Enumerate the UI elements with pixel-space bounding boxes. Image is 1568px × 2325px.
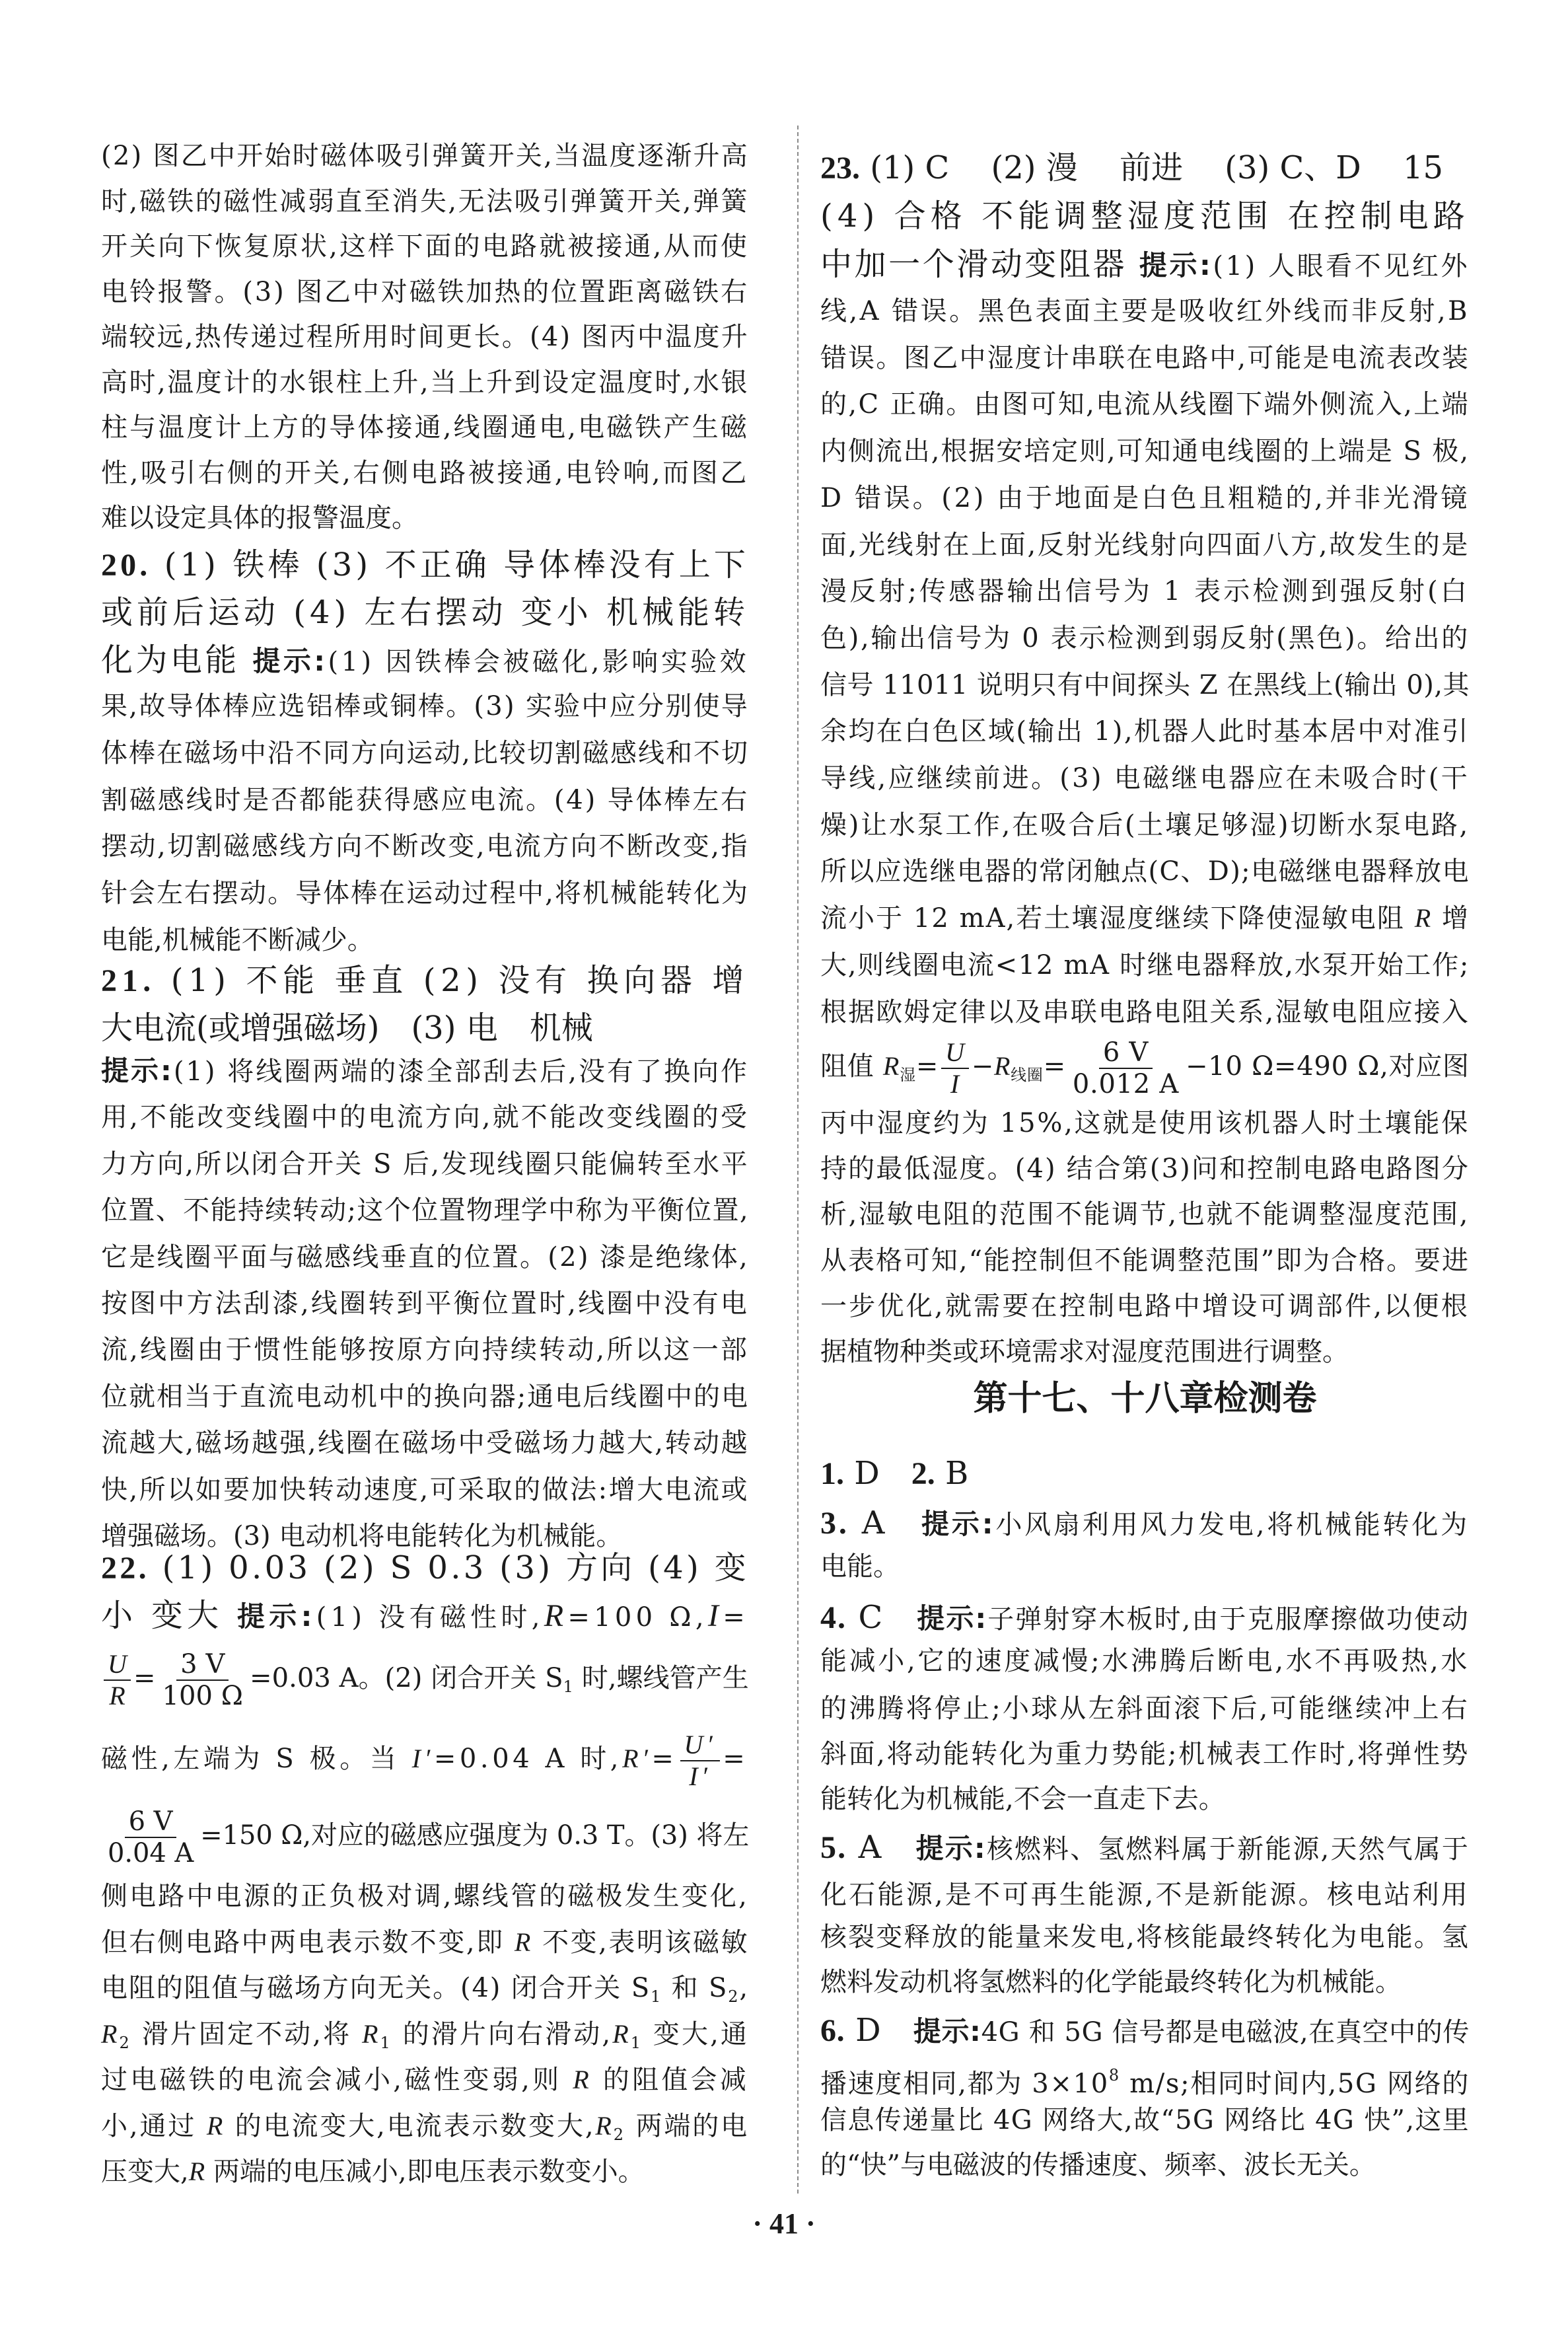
text-run: −	[971, 1051, 994, 1082]
question-number: 2.	[911, 1456, 935, 1491]
hint-text: (1) 因铁棒会被磁化,影响实验效	[328, 647, 750, 677]
hint-text: 核燃料、氢燃料属于新能源,天然气属于	[986, 1834, 1470, 1864]
text-run: 难以设定具体的报警温度。	[101, 503, 418, 533]
text-run: 大,则线圈电流<12 mA 时继电器释放,水泵开始工作;	[820, 949, 1470, 980]
subscript: 2	[613, 2125, 625, 2144]
text-run: =	[723, 1744, 749, 1774]
math-variable: R	[1414, 903, 1433, 934]
text-run: 斜面,将动能转化为重力势能;机械表工作时,将弹性势	[820, 1739, 1470, 1769]
subscript: 1	[380, 2033, 392, 2052]
hint-text: (1) 没有磁性时,	[316, 1602, 544, 1633]
question-number: 22.	[101, 1551, 149, 1586]
text-run: =	[133, 1663, 156, 1693]
line-content	[820, 2135, 1376, 2195]
fraction-numerator: 3 V	[176, 1649, 229, 1681]
fraction-denominator: R	[109, 1681, 125, 1711]
text-run: 大电流(或增强磁场) (3) 电 机械	[101, 1010, 593, 1047]
fraction	[680, 1730, 721, 1792]
math-variable: R	[514, 1927, 532, 1957]
text-run: 侧电路中电源的正负极对调,螺线管的磁极发生变化,	[101, 1881, 749, 1911]
text-run: 阻值	[820, 1051, 883, 1082]
math-variable: R	[993, 1051, 1011, 1081]
hint-label: 提示:	[252, 645, 328, 677]
fraction-denominator: 0.012 A	[1072, 1069, 1180, 1099]
fraction-numerator: 6 V	[1099, 1037, 1153, 1069]
text-run: m/s;相同时间内,5G 网络的	[1120, 2069, 1470, 2099]
line-content	[973, 1369, 1316, 1428]
text-run: 的,C 正确。由图可知,电流从线圈下端外侧流入,上端	[820, 389, 1470, 420]
text-run: 播速度相同,都为 3×10	[820, 2069, 1109, 2099]
text-run: =	[651, 1744, 678, 1774]
text-run: 持的最低湿度。(4) 结合第(3)问和控制电路电路图分	[820, 1154, 1470, 1185]
text-run: 所以应选继电器的常闭触点(C、D);电磁继电器释放电	[820, 856, 1470, 887]
text-run: 不变,表明该磁敏	[532, 1927, 749, 1958]
subscript: 1	[630, 2033, 643, 2052]
math-variable: R	[188, 2157, 205, 2186]
question-number: 4.	[820, 1600, 847, 1635]
subscript: 湿	[900, 1066, 916, 1084]
hint-text: (1) 人眼看不见红外	[1213, 251, 1470, 281]
text-run: 滑片固定不动,将	[131, 2018, 362, 2049]
text-run: 它是线圈平面与磁感线垂直的位置。(2) 漆是绝缘体,	[101, 1241, 749, 1273]
fraction-numerator: U	[104, 1649, 131, 1681]
text-run: 的阻值会减	[591, 2065, 750, 2095]
hint-text: =	[723, 1602, 749, 1633]
math-variable: I′	[411, 1744, 434, 1773]
text-run: C	[847, 1599, 917, 1636]
text-run: 化石能源,是不可再生能源,不是新能源。核电站利用	[820, 1880, 1470, 1910]
text-run: D 错误。(2) 由于地面是白色且粗糙的,并非光滑镜	[820, 482, 1470, 513]
text-run: 余均在白色区域(输出 1),机器人此时基本居中对准引	[820, 716, 1470, 747]
fraction-numerator: U	[941, 1037, 969, 1069]
text-run: 开关向下恢复原状,这样下面的电路就被接通,从而使	[101, 231, 749, 262]
fraction	[159, 1649, 248, 1711]
hint-text: 4G 和 5G 信号都是电磁波,在真空中的传	[981, 2017, 1470, 2048]
fraction-denominator: I	[950, 1069, 960, 1099]
text-run: 果,故导体棒应选铝棒或铜棒。(3) 实验中应分别使导	[101, 691, 749, 721]
text-run: 一步优化,就需要在控制电路中增设可调部件,以便根	[820, 1290, 1470, 1321]
fraction	[104, 1806, 197, 1868]
text-run: 过电磁铁的电流会减小,磁性变弱,则	[101, 2065, 573, 2095]
text-run: 第十七、十八章检测卷	[973, 1379, 1317, 1419]
fraction-denominator: I′	[689, 1761, 711, 1791]
text-run: 体棒在磁场中沿不同方向运动,比较切割磁感线和不切	[101, 737, 749, 768]
text-run: 增强磁场。(3) 电动机将电能转化为机械能。	[101, 1521, 623, 1551]
text-run: 错误。图乙中湿度计串联在电路中,可能是电流表改装	[820, 342, 1470, 373]
fraction-numerator: U′	[680, 1730, 721, 1761]
hint-label: 提示:	[101, 1054, 174, 1087]
text-run: (1) 不能 垂直 (2) 没有 换向器 增	[155, 962, 749, 999]
text-run: 时,磁铁的磁性减弱直至消失,无法吸引弹簧开关,弹簧	[101, 186, 749, 217]
text-run: 按图中方法刮漆,线圈转到平衡位置时,线圈中没有电	[101, 1288, 749, 1319]
text-run: (1) 将线圈两端的漆全部刮去后,没有了换向作	[173, 1056, 749, 1087]
math-variable: R	[612, 2018, 631, 2049]
text-run: 内侧流出,根据安培定则,可知通电线圈的上端是 S 极,	[820, 436, 1470, 467]
text-run: 电能。	[820, 1551, 900, 1582]
text-run: 流越大,磁场越强,线圈在磁场中受磁场力越大,转动越	[101, 1428, 749, 1459]
subscript: 1	[650, 1987, 662, 2006]
text-run: 燃料发动机将氢燃料的化学能最终转化为机械能。	[820, 1967, 1402, 1997]
math-variable: R	[882, 1051, 900, 1081]
text-run: 电能,机械能不断减少。	[101, 925, 374, 955]
text-run: 化为电能	[101, 642, 253, 679]
question-number: 3.	[820, 1506, 849, 1541]
text-run: 色),输出信号为 0 表示检测到弱反射(黑色)。给出的	[820, 622, 1470, 653]
math-variable: R	[595, 2110, 614, 2141]
text-run: 割磁感线时是否都能获得感应电流。(4) 导体棒左右	[101, 784, 749, 815]
hint-label: 提示:	[915, 1832, 987, 1864]
text-run: 磁性,左端为 S 极。当	[101, 1744, 412, 1774]
text-run: 和 S	[662, 1973, 729, 2003]
text-run: 流,线圈由于惯性能够按原方向持续转动,所以这一部	[101, 1335, 749, 1366]
text-run: 面,光线射在上面,反射光线射向四面八方,故发生的是	[820, 529, 1470, 560]
text-run: 针会左右摆动。导体棒在运动过程中,将机械能转化为	[101, 878, 749, 909]
text-line	[820, 2135, 1470, 2195]
text-run: (1) C (2) 漫 前进 (3) C、D 15	[860, 149, 1444, 186]
text-run: 燥)让水泵工作,在吸合后(土壤足够湿)切断水泵电路,	[820, 809, 1470, 840]
fraction-numerator: 6 V	[125, 1806, 177, 1838]
text-run: 电铃报警。(3) 图乙中对磁铁加热的位置距离磁铁右	[101, 276, 749, 307]
question-number: 23.	[820, 151, 860, 186]
text-run: 丙中湿度约为 15%,这就是使用该机器人时土壤能保	[820, 1108, 1470, 1138]
text-run: −10 Ω=490 Ω,对应图	[1186, 1051, 1470, 1082]
hint-text: 子弹射穿木板时,由于克服摩擦做功使动	[987, 1604, 1470, 1635]
subscript: 2	[119, 2033, 131, 2052]
text-run: A	[847, 1829, 916, 1866]
text-run: 流小于 12 mA,若土壤湿度继续下降使湿敏电阻	[820, 903, 1415, 934]
fraction	[1069, 1037, 1183, 1099]
fraction-denominator: 100 Ω	[162, 1681, 244, 1711]
text-run: 的沸腾将停止;小球从左斜面滚下后,可能继续冲上右	[820, 1693, 1470, 1724]
text-run: =150 Ω,对应的磁感应强度为 0.3 T。(3) 将左	[200, 1820, 750, 1851]
line-content	[101, 2142, 645, 2201]
text-run: A	[849, 1504, 922, 1541]
text-run: (4) 合格 不能调整湿度范围 在控制电路	[820, 198, 1470, 235]
text-run: 性,吸引右侧的开关,右侧电路被接通,电铃响,而图乙	[101, 457, 749, 488]
text-run: 位置、不能持续转动;这个位置物理学中称为平衡位置,	[101, 1195, 749, 1226]
fraction-denominator: 0.04 A	[108, 1838, 194, 1868]
text-run: =0.04 A 时,	[433, 1744, 623, 1774]
text-run: =0.03 A。(2) 闭合开关 S	[250, 1663, 563, 1693]
math-variable: I	[707, 1598, 723, 1633]
text-run: 摆动,切割磁感线方向不断改变,电流方向不断改变,指	[101, 831, 749, 862]
hint-label: 提示:	[237, 1600, 316, 1633]
text-run: 变大,通	[643, 2018, 749, 2049]
text-run: (1) 铁棒 (3) 不正确 导体棒没有上下	[151, 546, 750, 583]
text-run: ,	[739, 1973, 749, 2003]
section-heading	[820, 1369, 1470, 1428]
hint-label: 提示:	[921, 1508, 996, 1540]
column-divider	[797, 126, 799, 2194]
text-run: 根据欧姆定律以及串联电路电阻关系,湿敏电阻应接入	[820, 996, 1470, 1027]
text-run: 快,所以如要加快转动速度,可采取的做法:增大电流或	[101, 1474, 749, 1505]
subscript: 线圈	[1011, 1066, 1044, 1084]
fraction	[941, 1037, 969, 1099]
text-run: 的“快”与电磁波的传播速度、频率、波长无关。	[820, 2150, 1376, 2180]
math-variable: R	[544, 1598, 568, 1633]
math-variable: R	[573, 2065, 592, 2094]
text-run: 增	[1432, 903, 1470, 934]
text-run: D	[845, 2012, 913, 2049]
text-run: 两端的电压减小,即电压表示数变小。	[205, 2157, 645, 2187]
text-run: D	[844, 1455, 911, 1492]
text-run: B	[935, 1455, 969, 1492]
text-run: 小 变大	[101, 1597, 237, 1634]
subscript: 2	[728, 1987, 740, 2006]
text-run: 的电流变大,电流表示数变大,	[225, 2110, 596, 2141]
text-run: 电阻的阻值与磁场方向无关。(4) 闭合开关 S	[101, 1973, 651, 2003]
hint-text: 小风扇利用风力发电,将机械能转化为	[995, 1510, 1470, 1540]
text-line	[101, 2142, 749, 2201]
text-run: =	[1043, 1051, 1066, 1082]
question-number: 20.	[101, 548, 151, 583]
hint-label: 提示:	[913, 2015, 981, 2048]
text-run: (2) 图乙中开始时磁体吸引弹簧开关,当温度逐渐升高	[101, 141, 749, 171]
math-variable: R	[362, 2018, 380, 2049]
text-run: 能转化为机械能,不会一直走下去。	[820, 1784, 1225, 1814]
math-variable: R	[101, 2018, 120, 2049]
text-run: 从表格可知,“能控制但不能调整范围”即为合格。要进	[820, 1245, 1470, 1276]
text-run: 中加一个滑动变阻器	[820, 246, 1139, 283]
text-run: 据植物种类或环境需求对湿度范围进行调整。	[820, 1337, 1349, 1367]
text-run: 核裂变释放的能量来发电,将核能最终转化为电能。氢	[820, 1922, 1470, 1952]
math-variable: R′	[622, 1744, 652, 1773]
text-run: 能减小,它的速度减慢;水沸腾后断电,水不再吸热,水	[820, 1646, 1470, 1676]
text-run: 高时,温度计的水银柱上升,当上升到设定温度时,水银	[101, 367, 749, 398]
text-run: =	[915, 1051, 939, 1082]
text-run: 析,湿敏电阻的范围不能调节,也就不能调整湿度范围,	[820, 1199, 1470, 1230]
question-number: 5.	[820, 1830, 847, 1865]
text-run: 压变大,	[101, 2157, 189, 2187]
question-number: 1.	[820, 1456, 844, 1491]
page-number: · 41 ·	[752, 2207, 816, 2240]
text-run: 导线,应继续前进。(3) 电磁继电器应在未吸合时(干	[820, 763, 1470, 793]
text-run: 信息传递量比 4G 网络大,故“5G 网络比 4G 快”,这里	[820, 2105, 1470, 2135]
text-run: 线,A 错误。黑色表面主要是吸收红外线而非反射,B	[820, 296, 1470, 326]
question-number: 21.	[101, 963, 156, 998]
text-run: 的滑片向右滑动,	[392, 2018, 613, 2049]
text-run: 用,不能改变线圈中的电流方向,就不能改变线圈的受	[101, 1102, 749, 1133]
text-run: 信号 11011 说明只有中间探头 Z 在黑线上(输出 0),其	[820, 669, 1470, 700]
hint-label: 提示:	[917, 1602, 988, 1635]
hint-label: 提示:	[1139, 249, 1213, 281]
text-run: 端较远,热传递过程所用时间更长。(4) 图丙中温度升	[101, 322, 749, 352]
text-run: 漫反射;传感器输出信号为 1 表示检测到强反射(白	[820, 576, 1470, 607]
text-run: 力方向,所以闭合开关 S 后,发现线圈只能偏转至水平	[101, 1148, 749, 1179]
text-run: 但右侧电路中两电表示数不变,即	[101, 1927, 515, 1958]
text-run: 位就相当于直流电动机中的换向器;通电后线圈中的电	[101, 1381, 749, 1412]
text-run: 小,通过	[101, 2110, 207, 2141]
text-run: 两端的电	[625, 2110, 749, 2141]
subscript: 1	[563, 1678, 573, 1696]
text-run: 时,螺线管产生	[573, 1663, 749, 1693]
text-run: 或前后运动 (4) 左右摆动 变小 机械能转	[101, 594, 749, 631]
superscript: 8	[1108, 2066, 1120, 2085]
text-run: 柱与温度计上方的导体接通,线圈通电,电磁铁产生磁	[101, 412, 749, 443]
math-variable: R	[206, 2110, 225, 2141]
question-number: 6.	[820, 2013, 845, 2048]
fraction	[104, 1649, 131, 1711]
hint-text: =100 Ω,	[567, 1602, 708, 1633]
text-run: (1) 0.03 (2) S 0.3 (3) 方向 (4) 变	[149, 1549, 749, 1586]
